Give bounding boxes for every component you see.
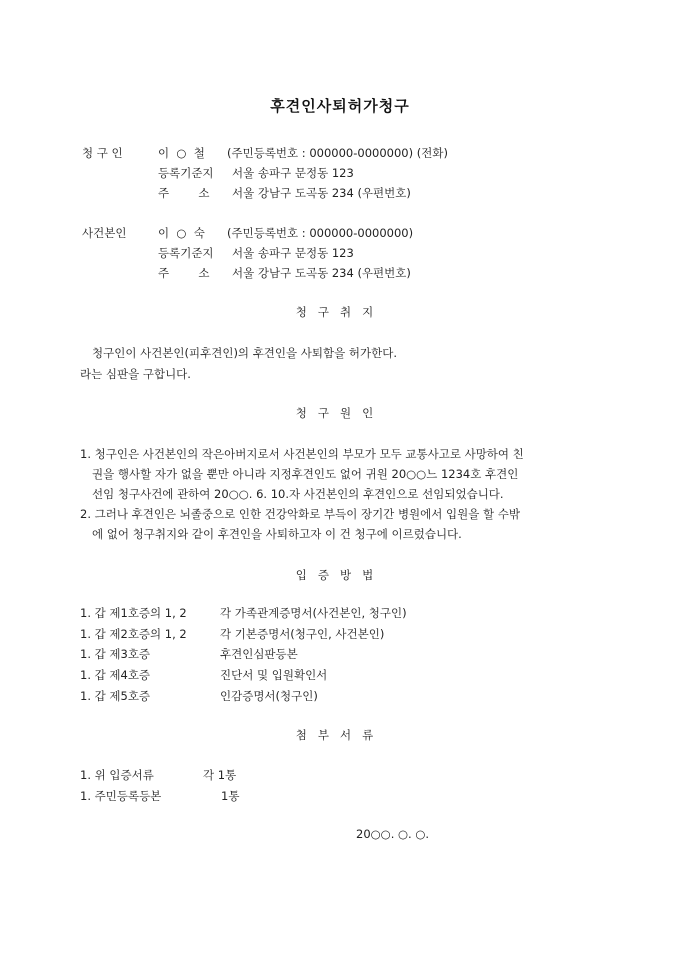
principal-id-info: (주민등록번호 : 000000-0000000) <box>227 226 414 240</box>
principal-name: 이 ○ 숙 <box>158 226 205 240</box>
attachment-name: 1. 위 입증서류 <box>80 768 154 782</box>
attachment-count: 각 1통 <box>203 768 237 782</box>
evidence-ref: 1. 갑 제2호증의 1, 2 <box>80 627 187 641</box>
evidence-ref: 1. 갑 제4호증 <box>80 668 151 682</box>
attachment-name: 1. 주민등록등본 <box>80 789 162 803</box>
petitioner-domicile-label: 등록기준지 <box>158 166 214 180</box>
document-date: 20○○. ○. ○. <box>356 827 430 841</box>
principal-label: 사건본인 <box>82 226 127 240</box>
cause-item-1-line-1: 1. 청구인은 사건본인의 작은아버지로서 사건본인의 부모가 모두 교통사고로 사망하여 친 <box>80 447 524 461</box>
cause-item-2-line-2: 에 없어 청구취지와 같이 후견인을 사퇴하고자 이 건 청구에 이르렀습니다. <box>92 527 462 541</box>
evidence-ref: 1. 갑 제5호증 <box>80 689 151 703</box>
cause-item-1-line-3: 선임 청구사건에 관하여 20○○. 6. 10.자 사건본인의 후견인으로 선임되었습니다. <box>92 487 504 501</box>
principal-address-label: 주 소 <box>158 266 210 280</box>
evidence-desc: 각 기본증명서(청구인, 사건본인) <box>220 627 385 641</box>
document-title: 후견인사퇴허가청구 <box>270 97 410 115</box>
purpose-line-1: 청구인이 사건본인(피후견인)의 후견인을 사퇴함을 허가한다. <box>92 346 397 360</box>
evidence-ref: 1. 갑 제3호증 <box>80 647 151 661</box>
cause-heading: 청구원인 <box>295 406 385 420</box>
principal-address: 서울 강남구 도곡동 234 (우편번호) <box>232 266 411 280</box>
evidence-desc: 진단서 및 입원확인서 <box>220 668 328 682</box>
petitioner-label: 청 구 인 <box>82 146 123 160</box>
petitioner-id-info: (주민등록번호 : 000000-0000000) (전화) <box>227 146 448 160</box>
principal-domicile: 서울 송파구 문정동 123 <box>232 246 354 260</box>
evidence-heading: 입증방법 <box>295 568 385 582</box>
cause-item-2-line-1: 2. 그러나 후견인은 뇌졸중으로 인한 건강악화로 부득이 장기간 병원에서 입원을 할 수밖 <box>80 507 520 521</box>
evidence-desc: 각 가족관계증명서(사건본인, 청구인) <box>220 606 407 620</box>
evidence-desc: 후견인심판등본 <box>220 647 298 661</box>
petitioner-domicile: 서울 송파구 문정동 123 <box>232 166 354 180</box>
purpose-heading: 청구취지 <box>295 305 385 319</box>
evidence-ref: 1. 갑 제1호증의 1, 2 <box>80 606 187 620</box>
purpose-line-2: 라는 심판을 구합니다. <box>80 367 191 381</box>
petitioner-address: 서울 강남구 도곡동 234 (우편번호) <box>232 186 411 200</box>
evidence-desc: 인감증명서(청구인) <box>220 689 318 703</box>
cause-item-1-line-2: 권을 행사할 자가 없을 뿐만 아니라 지정후견인도 없어 귀원 20○○느 1234호 후견인 <box>92 467 519 481</box>
attachment-count: 1통 <box>221 789 240 803</box>
attachments-heading: 첨부서류 <box>295 728 385 742</box>
petitioner-address-label: 주 소 <box>158 186 210 200</box>
principal-domicile-label: 등록기준지 <box>158 246 214 260</box>
petitioner-name: 이 ○ 철 <box>158 146 205 160</box>
